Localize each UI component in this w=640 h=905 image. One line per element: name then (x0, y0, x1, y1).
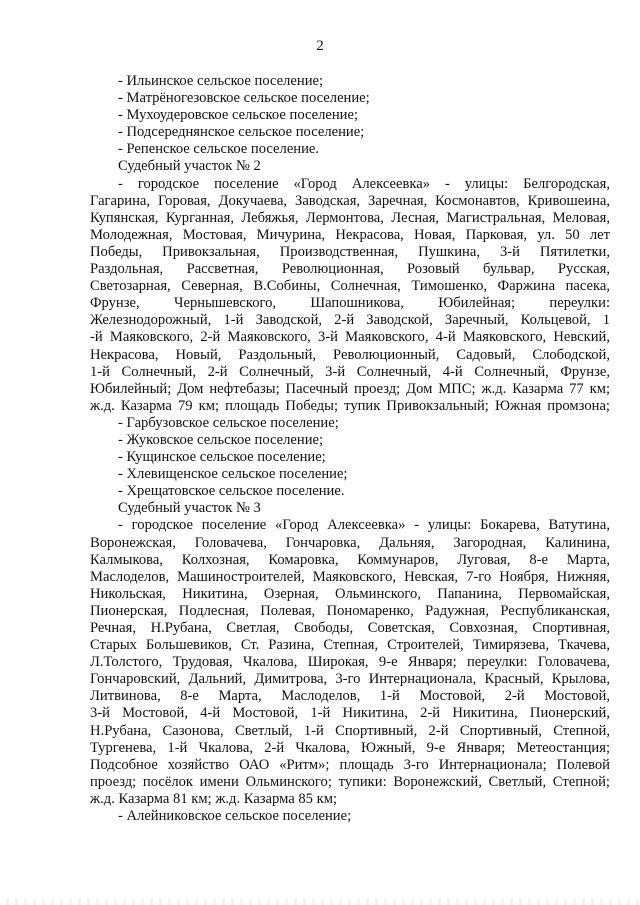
text-line: - городское поселение «Город Алексеевка» - улицы: Белгородская, (118, 175, 610, 192)
text-line: Н.Рубана, Сазонова, Светлый, 1-й Спортивный, 2-й Спортивный, Степной, (90, 722, 610, 739)
text-line: Воронежская, Головачева, Гончаровка, Дальняя, Загородная, Калинина, (90, 534, 610, 551)
text-line: Судебный участок № 2 (118, 158, 261, 175)
document-body (90, 73, 610, 825)
text-line: - Ильинское сельское поселение; (118, 73, 324, 89)
text-line: Гончаровский, Дальний, Димитрова, 3-го Интернационала, Красный, Крылова, (90, 671, 610, 688)
text-line: Купянская, Курганная, Лебяжья, Лермонтова, Лесная, Магистральная, Меловая, (90, 209, 610, 226)
text-line: Старых Большевиков, Ст. Разина, Степная, Строителей, Тимирязева, Ткачева, (90, 637, 610, 654)
text-line: -й Маяковского, 2-й Маяковского, 3-й Маяковского, 4-й Маяковского, Невский, (90, 329, 610, 346)
text-line: Никольская, Никитина, Озерная, Ольминского, Папанина, Первомайская, (90, 585, 610, 602)
text-line: Судебный участок № 3 (118, 500, 261, 517)
page-number: 2 (316, 38, 324, 54)
scan-edge-artifact (0, 899, 640, 905)
text-line: Пионерская, Подлесная, Полевая, Пономаренко, Радужная, Республиканская, (90, 602, 610, 619)
text-line: - Гарбузовское сельское поселение; (118, 414, 339, 431)
text-line: - Алейниковское сельское поселение; (118, 808, 352, 825)
text-line: Молодежная, Мостовая, Мичурина, Некрасова, Новая, Парковая, ул. 50 лет (90, 226, 610, 243)
text-line: Победы, Привокзальная, Производственная, Пушкина, 3-й Пятилетки, (90, 243, 610, 260)
text-line: - Жуковское сельское поселение; (118, 431, 324, 448)
text-line: Светозарная, Северная, В.Собины, Солнечная, Тимошенко, Фаржина пасека, (90, 278, 610, 295)
text-line: проезд; посёлок имени Ольминского; тупики: Воронежский, Светлый, Степной; (90, 773, 610, 790)
text-line: - Подсереднянское сельское поселение; (118, 124, 365, 141)
text-line: Маслоделов, Машиностроителей, Маяковского, Невская, 7-го Ноября, Нижняя, (90, 568, 610, 585)
text-line: 3-й Мостовой, 4-й Мостовой, 1-й Никитина, 2-й Никитина, Пионерский, (90, 705, 610, 722)
text-line: - Репенское сельское поселение. (118, 141, 320, 158)
text-line: - городское поселение «Город Алексеевка» - улицы: Бокарева, Ватутина, (118, 517, 610, 534)
text-line: Гагарина, Горовая, Докучаева, Заводская, Заречная, Космонавтов, Кривошеина, (90, 192, 610, 209)
text-line: - Кущинское сельское поселение; (118, 449, 326, 466)
text-line: 1-й Солнечный, 2-й Солнечный, 3-й Солнечный, 4-й Солнечный, Фрунзе, (90, 363, 610, 380)
text-line: - Хрещатовское сельское поселение. (118, 483, 345, 500)
text-line: Подсобное хозяйство ОАО «Ритм»; площадь 3-го Интернационала; Полевой (90, 756, 610, 773)
text-line: Юбилейный; Дом нефтебазы; Пасечный проезд; Дом МПС; ж.д. Казарма 77 км; (90, 380, 610, 397)
text-line: Литвинова, 8-е Марта, Маслоделов, 1-й Мостовой, 2-й Мостовой, (90, 688, 610, 705)
text-line: ж.д. Казарма 81 км; ж.д. Казарма 85 км; (90, 790, 337, 807)
text-line: Л.Толстого, Трудовая, Чкалова, Широкая, 9-е Января; переулки: Головачева, (90, 654, 610, 671)
text-line: Фрунзе, Чернышевского, Шапошникова, Юбилейная; переулки: (90, 295, 610, 312)
text-line: - Мухоудеровское сельское поселение; (118, 107, 359, 124)
text-line: ж.д. Казарма 79 км; площадь Победы; тупик Привокзальный; Южная промзона; (90, 397, 610, 414)
text-line: Калмыкова, Колхозная, Комаровка, Коммунаров, Луговая, 8-е Марта, (90, 551, 610, 568)
text-line: - Хлевищенское сельское поселение; (118, 466, 348, 483)
text-line: Речная, Н.Рубана, Светлая, Свободы, Советская, Совхозная, Спортивная, (90, 620, 610, 636)
text-line: Железнодорожный, 1-й Заводской, 2-й Заводской, Заречный, Кольцевой, 1 (90, 312, 610, 329)
text-line: Некрасова, Новый, Раздольный, Революционный, Садовый, Слободской, (90, 346, 610, 363)
text-line: - Матрёногезовское сельское поселение; (118, 90, 370, 107)
text-line: Тургенева, 1-й Чкалова, 2-й Чкалова, Южный, 9-е Января; Метеостанция; (90, 739, 610, 756)
text-line: Раздольная, Рассветная, Революционная, Розовый бульвар, Русская, (90, 261, 610, 278)
